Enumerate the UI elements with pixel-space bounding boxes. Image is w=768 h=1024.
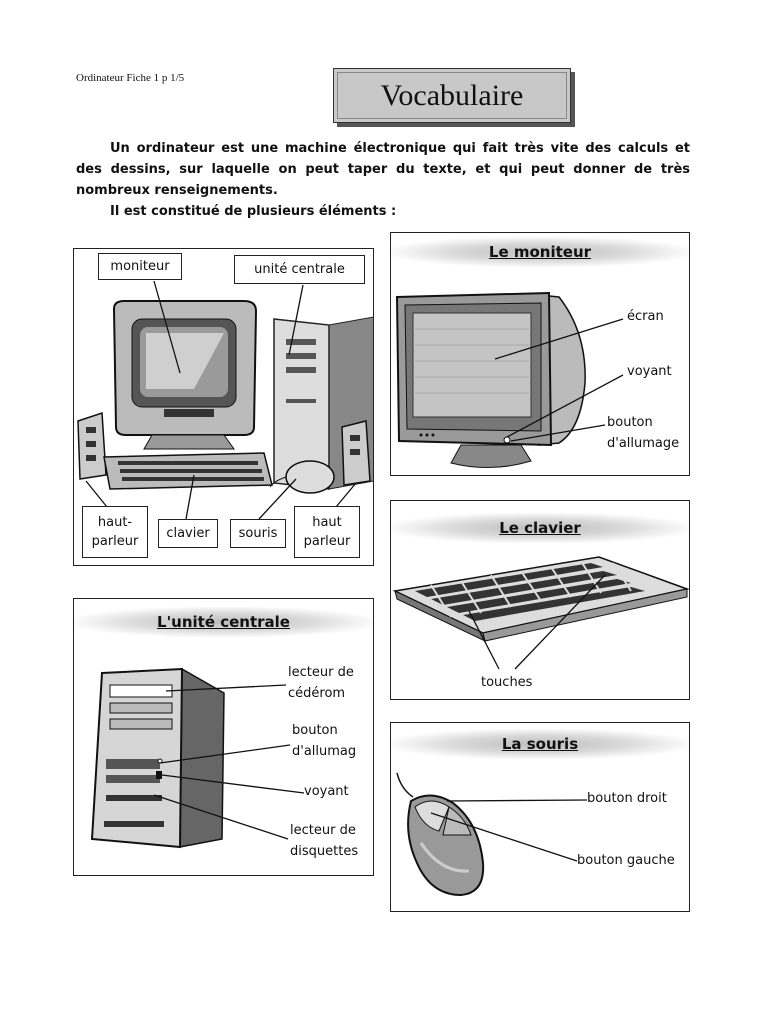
label-souris: souris [230,519,286,548]
intro-text [76,138,690,222]
label-bouton-unite-line2: d'allumag [292,744,357,759]
moniteur-title: Le moniteur [391,237,689,267]
label-haut-parleur-right [294,506,360,558]
label-haut-parleur-left-line2: parleur [91,534,139,549]
label-ecran: écran [627,309,664,324]
souris-panel [390,722,690,912]
label-lecteur-cd-line1: lecteur de [288,665,354,680]
unite-centrale-panel [73,598,374,876]
label-bouton-moniteur-line2: d'allumage [607,436,680,451]
label-bouton-unite-line1: bouton [292,723,338,738]
moniteur-panel [390,232,690,476]
label-haut-parleur-right-line1: haut [312,515,342,530]
intro-paragraph-1: Un ordinateur est une machine électronique qui fait très vite des calculs et des dessins, sur laquelle on peut taper du texte, et qui peut donner de très nombreux renseignements. [76,141,690,198]
label-haut-parleur-right-line2: parleur [303,534,351,549]
label-bouton-gauche: bouton gauche [577,853,675,868]
label-lecteur-disquettes-line1: lecteur de [290,823,356,838]
label-moniteur: moniteur [98,253,182,280]
label-lecteur-disquettes-line2: disquettes [290,844,359,859]
label-haut-parleur-left [82,506,148,558]
label-unite-centrale: unité centrale [234,255,365,284]
label-lecteur-cd-line2: cédérom [288,686,346,701]
label-haut-parleur-left-line1: haut- [97,515,133,530]
overview-panel [73,248,374,566]
label-voyant-unite: voyant [304,784,349,799]
souris-title: La souris [391,729,689,759]
intro-paragraph-2: Il est constitué de plusieurs éléments : [110,204,397,219]
label-voyant-moniteur: voyant [627,364,672,379]
clavier-title: Le clavier [391,513,689,543]
page-title: Vocabulaire [333,68,571,123]
label-touches: touches [481,675,533,690]
label-bouton-droit: bouton droit [587,791,667,806]
unite-centrale-title: L'unité centrale [74,607,373,637]
sheet-reference: Ordinateur Fiche 1 p 1/5 [76,72,185,84]
label-clavier: clavier [158,519,218,548]
clavier-panel [390,500,690,700]
label-bouton-moniteur-line1: bouton [607,415,653,430]
